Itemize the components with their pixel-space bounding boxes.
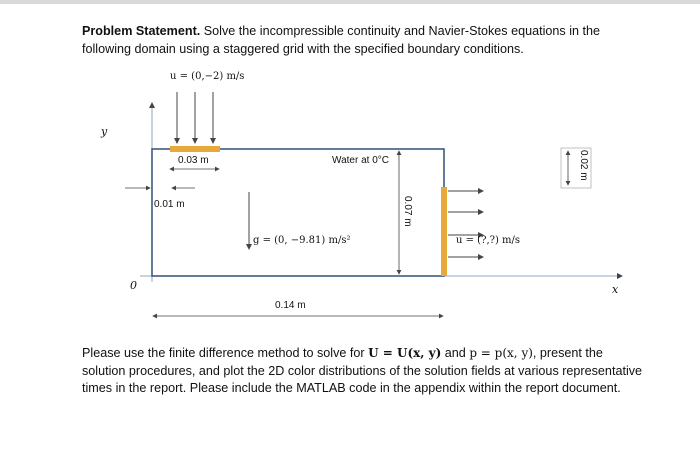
height-007-label: 0.07 m <box>402 196 413 227</box>
outlet-velocity-label: u = (?,?) m/s <box>456 235 521 246</box>
axis-y-label: y <box>101 125 108 138</box>
domain-wall <box>152 149 444 276</box>
instructions-paragraph <box>82 345 647 398</box>
instructions-text-2: and <box>441 346 470 360</box>
outlet-bar <box>441 187 447 276</box>
gravity-label: g = (0, −9.81) m/s² <box>253 235 351 246</box>
instructions-text-1: Please use the finite difference method to solve for <box>82 346 369 360</box>
water-label: Water at 0°C <box>332 155 389 166</box>
statement-text: Solve the incompressible continuity and Navier-Stokes equations in the following domain using a staggered grid with the specified boundary conditions. <box>82 24 601 56</box>
instructions-text-3: , present the solution procedures, and plot the 2D color distributions of the solution fields at various representative times in the report. Please include the MATLAB code in the appendix within the report document. <box>82 346 643 395</box>
statement-heading: Problem Statement. <box>82 24 201 38</box>
height-002-label: 0.02 m <box>578 150 589 181</box>
top-velocity-label: u = (0,−2) m/s <box>170 71 245 82</box>
axis-x-label: x <box>612 283 619 296</box>
instructions-math-u: U = U(x, y) <box>368 346 442 360</box>
width-014-label: 0.14 m <box>275 300 306 311</box>
origin-label: 0 <box>130 279 137 292</box>
dim-003-label: 0.03 m <box>178 155 209 166</box>
dim-001-label: 0.01 m <box>154 199 185 210</box>
instructions-math-p: p = p(x, y) <box>469 346 533 360</box>
inlet-bar <box>170 146 220 152</box>
